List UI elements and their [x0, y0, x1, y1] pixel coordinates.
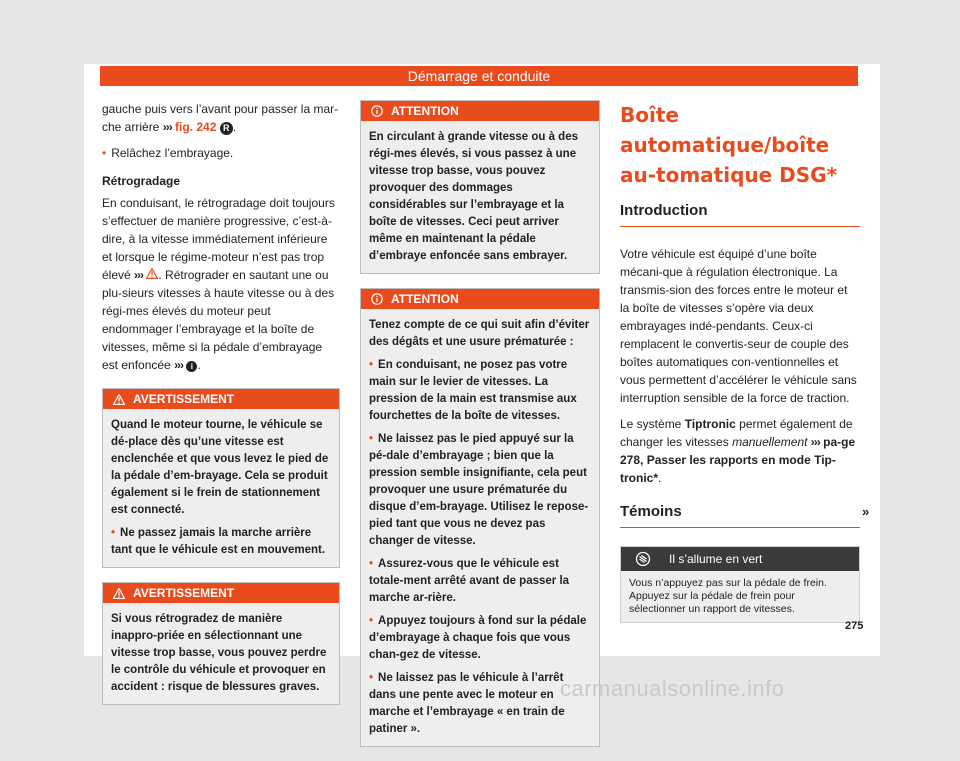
info-icon[interactable]: i: [186, 361, 197, 372]
warning-text: Quand le moteur tourne, le véhicule se dé-place dès qu’une vitesse est enclenchée et que vous levez le pied de la pédale d’em-brayage. Cela se produit également si le frein de stationnement est connecté.: [111, 419, 329, 516]
indicator-line: Vous n’appuyez pas sur la pédale de frein.: [629, 577, 827, 589]
warning-box-2: [102, 582, 340, 705]
figure-link[interactable]: fig. 242: [175, 120, 217, 134]
indicator-box-header: [621, 547, 859, 571]
heading-indicators: Témoins: [620, 503, 860, 528]
tiptronic-paragraph: Le système Tiptronic permet également de changer les vitesses manuellement ››› pa-ge 278, Passer les rapports en mode Tip-tronic*.: [620, 417, 856, 485]
warning-title: AVERTISSEMENT: [133, 586, 235, 600]
attention-text: Tenez compte de ce qui suit afin d’éviter des dégâts et une usure prématurée :: [369, 319, 590, 348]
bullet-release: • Relâchez l’embrayage.: [102, 144, 340, 162]
manual-term: manuellement: [732, 435, 808, 449]
attention-box-body: [361, 121, 599, 273]
column-left: [102, 100, 340, 719]
chapter-header: [100, 66, 858, 86]
brake-pedal-icon: [635, 551, 651, 567]
reference-arrow: ›››: [174, 358, 184, 372]
warning-box-body: [103, 409, 339, 567]
attention-bullet: • En conduisant, ne posez pas votre main sur le levier de vitesses. La pression de la main est transmise aux fourchettes de la boîte de vitesses.: [369, 357, 591, 425]
indicator-line: Appuyez sur la pédale de frein pour sélectionner un rapport de vitesses.: [629, 590, 795, 615]
reference-arrow: ›››: [134, 268, 144, 282]
attention-title: ATTENTION: [391, 104, 459, 118]
warning-triangle-icon[interactable]: [146, 268, 158, 279]
indicator-label: Il s’allume en vert: [669, 552, 763, 566]
warning-box-body: [103, 603, 339, 704]
intro-paragraph: Votre véhicule est équipé d’une boîte mécani-que à régulation électronique. La transmis-sion des forces entre le moteur et la boîte de vitesses s’opère via deux embrayages indé-pendants. Ceux-ci remplacent le convertis-seur de couple des boîtes automatiques con-ventionnelles et vous permettent d’accélérer le véhicule sans interruption sensible de la force de traction.: [620, 247, 857, 405]
watermark: carmanualsonline.info: [560, 676, 785, 701]
indicator-box: [620, 546, 860, 623]
page-number: 275: [845, 620, 864, 632]
indicator-box-body: [621, 571, 859, 622]
column-middle: [360, 100, 600, 761]
continue-mark: »: [862, 504, 870, 519]
heading-introduction: Introduction: [620, 202, 860, 227]
attention-box-header: [361, 289, 599, 309]
warning-text: Si vous rétrogradez de manière inappro-priée en sélectionnant une vitesse trop basse, vous pouvez perdre le contrôle du véhicule et provoquer en accident : risque de blessures graves.: [111, 613, 327, 693]
warning-box-header: [103, 389, 339, 409]
subheading-downshift: Rétrogradage: [102, 174, 181, 188]
chapter-title: Démarrage et conduite: [407, 68, 551, 84]
warning-box-header: [103, 583, 339, 603]
attention-box-1: [360, 100, 600, 274]
attention-bullet: • Appuyez toujours à fond sur la pédale d’embrayage à chaque fois que vous chan-gez de vitesse.: [369, 613, 591, 664]
attention-bullet: • Ne laissez pas le pied appuyé sur la pé-dale d’embrayage ; bien que la pression semble insignifiante, cela peut provoquer une usure prématurée du disque d’em-brayage. Utilisez le repose-pied tant que vous ne devez pas changer de vitesse.: [369, 431, 591, 550]
attention-box-header: [361, 101, 599, 121]
info-circle-icon: [371, 293, 383, 305]
attention-text: En circulant à grande vitesse ou à des régi-mes élevés, si vous passez à une vitesse trop basse, vous pouvez provoquer des dommages considérables sur l’embrayage et la boîte de vitesses. Ceci peut arriver même en maintenant la pédale d’embraye enfoncée sans embrayer.: [369, 131, 578, 262]
tiptronic-term: Tiptronic: [684, 417, 736, 431]
column-right: [620, 100, 860, 623]
attention-title: ATTENTION: [391, 292, 459, 306]
warning-triangle-icon: [113, 588, 125, 599]
warning-triangle-icon: [113, 394, 125, 405]
downshift-paragraph: En conduisant, le rétrogradage doit toujours s’effectuer de manière progressive, c’est-à-dire, à la vitesse immédiatement inférieure et lorsque le régime-moteur n’est pas trop élevé ››› . Rétrograder en sautant une ou plu-sieurs vitesses à haute vitesse ou à des régi-mes élevés du moteur peut endommager l’embrayage et la boîte de vitesses, même si la pédale d’embrayage est enfoncée ››› i .: [102, 196, 335, 372]
warning-title: AVERTISSEMENT: [133, 392, 235, 406]
intro-paragraph: gauche puis vers l’avant pour passer la mar-che arrière ››› fig. 242 R .: [102, 102, 339, 134]
warning-bullet: • Ne passez jamais la marche arrière tant que le véhicule est en mouvement.: [111, 525, 331, 559]
warning-box-1: [102, 388, 340, 568]
attention-bullet: • Ne laissez pas le véhicule à l’arrêt dans une pente avec le moteur en marche et l’embrayage « en train de patiner ».: [369, 670, 591, 738]
reverse-symbol-icon: R: [220, 122, 233, 135]
info-circle-icon: [371, 105, 383, 117]
section-title: Boîte automatique/boîte au-tomatique DSG*: [620, 103, 838, 187]
attention-bullet: • Assurez-vous que le véhicule est totale-ment arrêté avant de passer la marche ar-rière.: [369, 556, 591, 607]
reference-arrow: ›››: [810, 435, 820, 449]
page-reference-link[interactable]: pa-ge 278, Passer les rapports en mode Tip-tronic*: [620, 435, 856, 485]
reference-arrow: ›››: [162, 120, 172, 134]
